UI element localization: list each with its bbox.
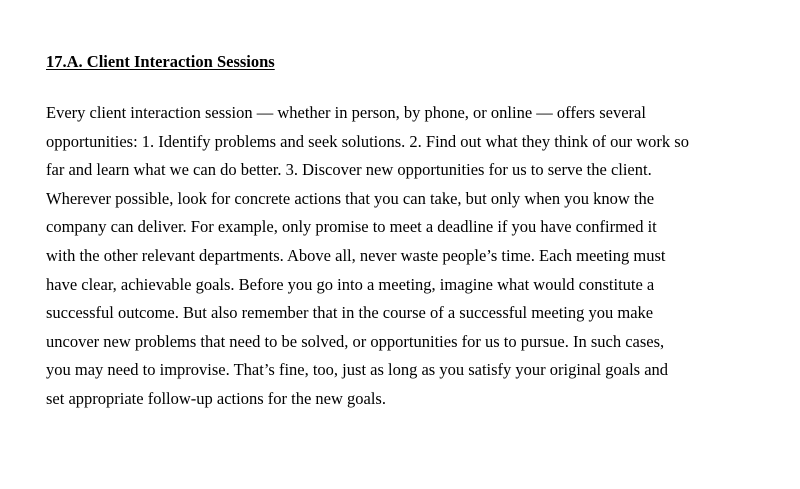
paragraph-line: set appropriate follow-up actions for the new goals.: [46, 388, 386, 408]
paragraph-line: successful outcome. But also remember that in the course of a successful meeting you make: [46, 303, 654, 323]
section-heading: 17.A. Client Interaction Sessions: [46, 52, 275, 71]
paragraph-line: company can deliver. For example, only promise to meet a deadline if you have confirmed it: [46, 217, 657, 237]
paragraph-line: you may need to improvise. That’s fine, too, just as long as you satisfy your original goals and: [46, 360, 669, 380]
paragraph-line: Every client interaction session — whether in person, by phone, or online — offers several: [46, 103, 646, 122]
paragraph-line: with the other relevant departments. Above all, never waste people’s time. Each meeting must: [46, 245, 666, 265]
paragraph-line: far and learn what we can do better. 3. Discover new opportunities for us to serve the client.: [46, 160, 652, 180]
paragraph-line: opportunities: 1. Identify problems and seek solutions. 2. Find out what they think of our work so: [46, 131, 689, 151]
body-paragraph: [46, 99, 766, 414]
paragraph-line: have clear, achievable goals. Before you go into a meeting, imagine what would constitute a: [46, 274, 655, 294]
paragraph-line: Wherever possible, look for concrete actions that you can take, but only when you know the: [46, 188, 655, 208]
paragraph-line: uncover new problems that need to be solved, or opportunities for us to pursue. In such cases,: [46, 331, 665, 351]
